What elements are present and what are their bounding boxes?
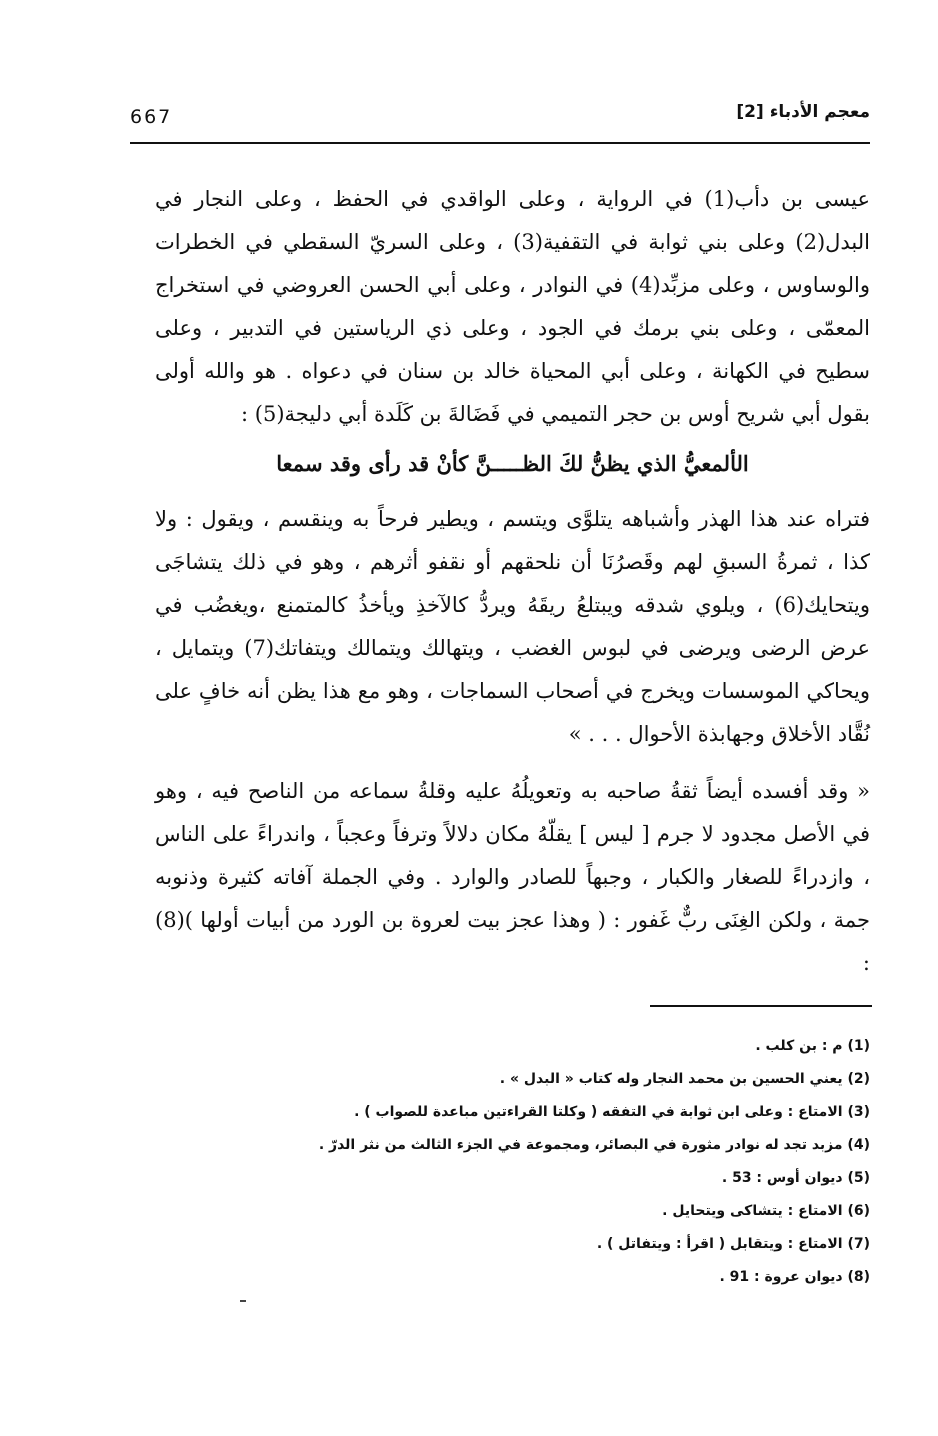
footnote-item: (3) الامتاع : وعلى ابن ثوابة في التفقه ( وكلتا القراءتين مباعدة للصواب ) . — [354, 1104, 870, 1120]
footnote-item: (5) ديوان أوس : 53 . — [721, 1170, 870, 1186]
scan-speck — [240, 1300, 246, 1302]
page-header — [130, 96, 870, 136]
paragraph-2: فتراه عند هذا الهذر وأشباهه يتلوَّى ويتسم ، ويطير فرحاً به وينقسم ، ويقول : ولا كذا ، ثمرةُ السبقِ لهم وقَصرُنَا أن نلحقهم أو نقفو أثرهم ، وهو في ذلك يتشاجَى ويتحايك(6) ، ويلوي شدقه ويبتلعُ ريقَهُ ويردُّ كالآخذِ ويأخذُ كالمتمنع ،ويغضُب في عرض الرضى ويرضى في لبوس الغضب ، ويتهالك ويتمالك ويتفاتك(7) ويتمايل ، ويحاكي الموسسات ويخرج في أصحاب السماجات ، وهو مع هذا يظن أنه خافٍ على نُقَّاد الأخلاق وجهابذة الأحوال . . . » — [155, 507, 870, 746]
footnote-item: (7) الامتاع : ويتقابل ( اقرأ : ويتفاتل ) . — [596, 1236, 870, 1252]
footnotes — [300, 1030, 870, 1294]
footnote-item: (4) مزبد تجد له نوادر مثورة في البصائر، ومجموعة في الجزء الثالث من نثر الدرّ . — [318, 1137, 870, 1153]
footnote-item: (6) الامتاع : يتشاكى ويتحايل . — [662, 1203, 870, 1219]
main-text — [155, 178, 870, 985]
footnote-item: (2) يعني الحسين بن محمد النجار وله كتاب « البدل » . — [499, 1071, 870, 1087]
footnote-rule — [650, 1005, 872, 1007]
page-number: 667 — [130, 106, 173, 128]
header-rule — [130, 142, 870, 144]
footnote-item: (8) ديوان عروة : 91 . — [719, 1269, 870, 1285]
running-head: معجم الأدباء [2] — [736, 102, 870, 122]
paragraph-1: عيسى بن دأب(1) في الرواية ، وعلى الواقدي في الحفظ ، وعلى النجار في البدل(2) وعلى بني ثوابة في التقفية(3) ، وعلى السريّ السقطي في الخطرات والوساوس ، وعلى مزبِّد(4) في النوادر ، وعلى أبي الحسن العروضي في استخراج المعمّى ، وعلى بني برمك في الجود ، وعلى ذي الرياستين في التدبير ، وعلى سطيح في الكهانة ، وعلى أبي المحياة خالد بن سنان في دعواه . هو والله أولى بقول أبي شريح أوس بن حجر التميمي في فَضَالةَ بن كَلَدة أبي دليجة(5) : — [155, 187, 870, 426]
verse-line: الألمعيُّ الذي يظنُّ لكَ الظـــــنَّ كأنْ قد رأى وقد سمعا — [276, 451, 749, 476]
footnote-item: (1) م : بن كلب . — [755, 1038, 870, 1054]
paragraph-3: « وقد أفسده أيضاً ثقةُ صاحبه به وتعويلُهُ عليه وقلةُ سماعه من الناصح فيه ، وهو في الأصل مجدود لا جرم [ ليس ] يقلّهُ مكان دلالاً وترفاً وعجباً ، واندراءً على الناس ، وازدراءً للصغار والكبار ، وجبهاً للصادر والوارد . وفي الجملة آفاته كثيرة وذنوبه جمة ، ولكن الغِنَى ربٌّ غَفور : ( وهذا عجز بيت لعروة بن الورد من أبيات أولها )(8) : — [155, 779, 870, 975]
